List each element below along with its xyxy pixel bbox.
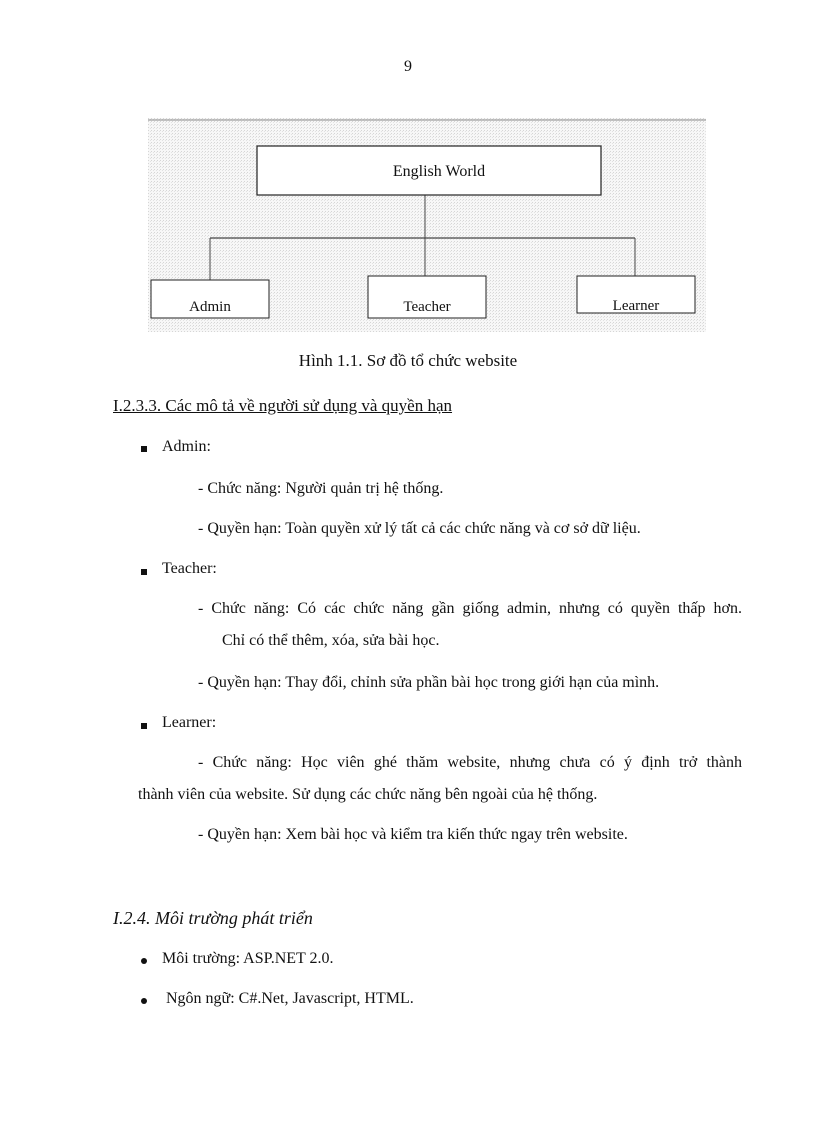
round-bullet-icon	[141, 998, 147, 1004]
role-admin: Admin:	[162, 438, 211, 455]
teacher-function: - Chức năng: Có các chức năng gần giống admin, nhưng có quyền thấp hơn.	[198, 600, 742, 617]
learner-node-label: Learner	[612, 298, 660, 314]
square-bullet-icon	[141, 446, 147, 452]
square-bullet-icon	[141, 569, 147, 575]
org-chart	[148, 118, 706, 332]
admin-permission: - Quyền hạn: Toàn quyền xử lý tất cả các chức năng và cơ sở dữ liệu.	[198, 520, 641, 537]
learner-permission: - Quyền hạn: Xem bài học và kiểm tra kiến thức ngay trên website.	[198, 826, 628, 843]
learner-function: - Chức năng: Học viên ghé thăm website, nhưng chưa có ý định trở thành	[198, 754, 742, 771]
teacher-function-continued: Chỉ có thể thêm, xóa, sửa bài học.	[222, 632, 440, 649]
figure-caption: Hình 1.1. Sơ đồ tổ chức website	[298, 351, 518, 370]
admin-node-label: Admin	[189, 299, 231, 315]
role-learner: Learner:	[162, 714, 217, 731]
teacher-node-label: Teacher	[403, 299, 451, 315]
role-teacher: Teacher:	[162, 560, 217, 577]
section-heading-env: I.2.4. Môi trường phát triển	[113, 908, 313, 928]
page-number: 9	[404, 58, 412, 75]
round-bullet-icon	[141, 958, 147, 964]
square-bullet-icon	[141, 723, 147, 729]
learner-function-continued: thành viên của website. Sử dụng các chức năng bên ngoài của hệ thống.	[138, 786, 598, 803]
env-item-language: Ngôn ngữ: C#.Net, Javascript, HTML.	[166, 990, 414, 1007]
env-item-platform: Môi trường: ASP.NET 2.0.	[162, 950, 334, 967]
section-heading-users: I.2.3.3. Các mô tả về người sử dụng và quyền hạn	[113, 396, 453, 415]
root-node-label: English World	[392, 163, 486, 180]
teacher-permission: - Quyền hạn: Thay đổi, chỉnh sửa phần bài học trong giới hạn của mình.	[198, 674, 660, 691]
admin-function: - Chức năng: Người quản trị hệ thống.	[198, 480, 444, 497]
